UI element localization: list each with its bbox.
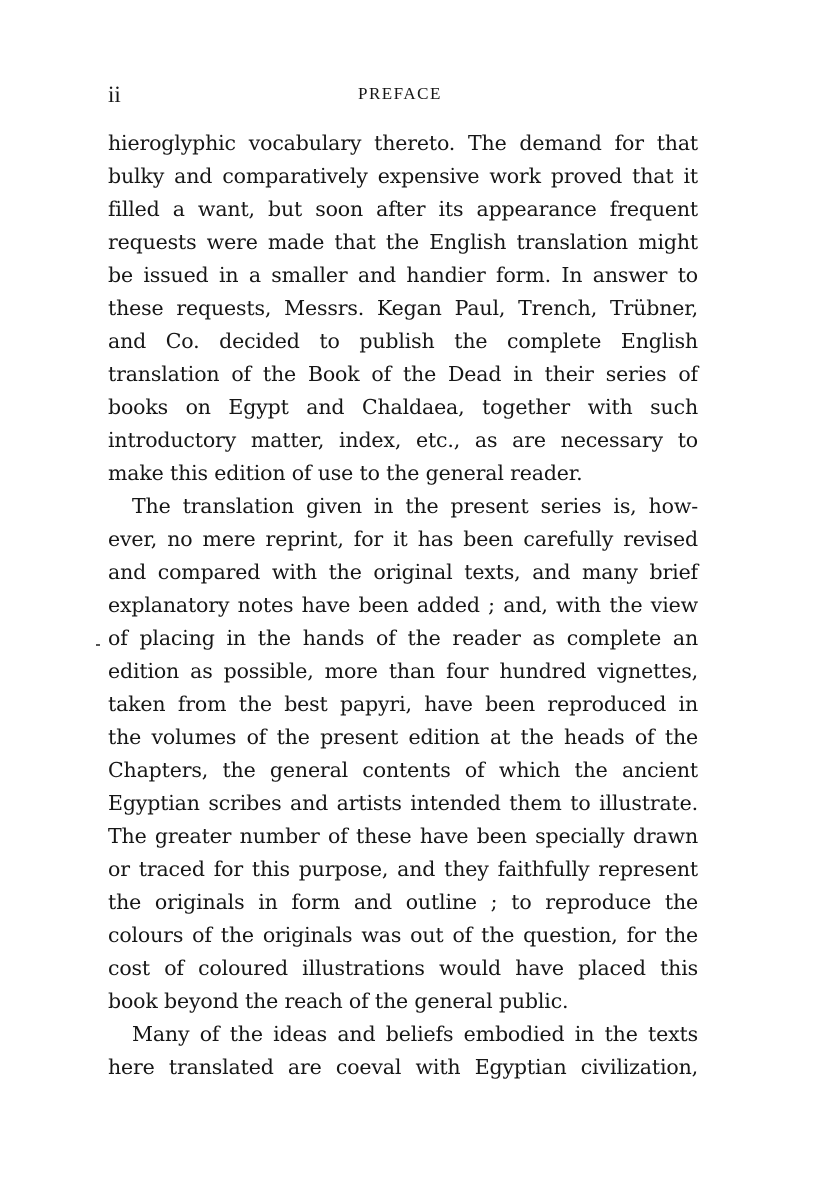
paragraph-3 (108, 1018, 698, 1084)
text-line: explanatory notes have been added ; and, with the view (108, 593, 698, 617)
text-line: ever, no mere reprint, for it has been carefully revised (108, 527, 698, 551)
text-line: of placing in the hands of the reader as complete an (108, 626, 698, 650)
text-line: introductory matter, index, etc., as are necessary to (108, 428, 698, 452)
text-line: the originals in form and outline ; to reproduce the (108, 890, 698, 914)
text-line: and compared with the original texts, and many brief (108, 560, 698, 584)
text-line: colours of the originals was out of the question, for the (108, 923, 698, 947)
running-head: PREFACE (358, 84, 442, 103)
text-line: be issued in a smaller and handier form. In answer to (108, 263, 698, 287)
text-line: The translation given in the present series is, how- (132, 494, 698, 518)
text-line: bulky and comparatively expensive work proved that it (108, 164, 698, 188)
text-line: Many of the ideas and beliefs embodied in the texts (132, 1022, 698, 1046)
page-number: ii (108, 82, 121, 107)
text-line: Egyptian scribes and artists intended them to illustrate. (108, 791, 698, 815)
paragraph-1 (108, 127, 698, 490)
text-line: Chapters, the general contents of which the ancient (108, 758, 698, 782)
text-line: here translated are coeval with Egyptian civilization, (108, 1055, 698, 1079)
text-line: hieroglyphic vocabulary thereto. The demand for that (108, 131, 698, 155)
text-line: edition as possible, more than four hundred vignettes, (108, 659, 698, 683)
paragraph-2 (108, 490, 698, 1018)
text-line: and Co. decided to publish the complete English (108, 329, 698, 353)
text-line: these requests, Messrs. Kegan Paul, Trench, Trübner, (108, 296, 698, 320)
text-line: filled a want, but soon after its appearance frequent (108, 197, 698, 221)
text-line: translation of the Book of the Dead in their series of (108, 362, 698, 386)
text-line: taken from the best papyri, have been reproduced in (108, 692, 698, 716)
text-line: cost of coloured illustrations would have placed this (108, 956, 698, 980)
text-line: books on Egypt and Chaldaea, together with such (108, 395, 698, 419)
page-header (108, 82, 698, 112)
text-line: the volumes of the present edition at the heads of the (108, 725, 698, 749)
text-line: The greater number of these have been specially drawn (108, 824, 698, 848)
body-text (108, 127, 698, 1084)
text-line: or traced for this purpose, and they faithfully represent (108, 857, 698, 881)
margin-mark (96, 644, 100, 646)
text-line: requests were made that the English translation might (108, 230, 698, 254)
text-line: book beyond the reach of the general public. (108, 989, 569, 1013)
text-line: make this edition of use to the general reader. (108, 461, 583, 485)
